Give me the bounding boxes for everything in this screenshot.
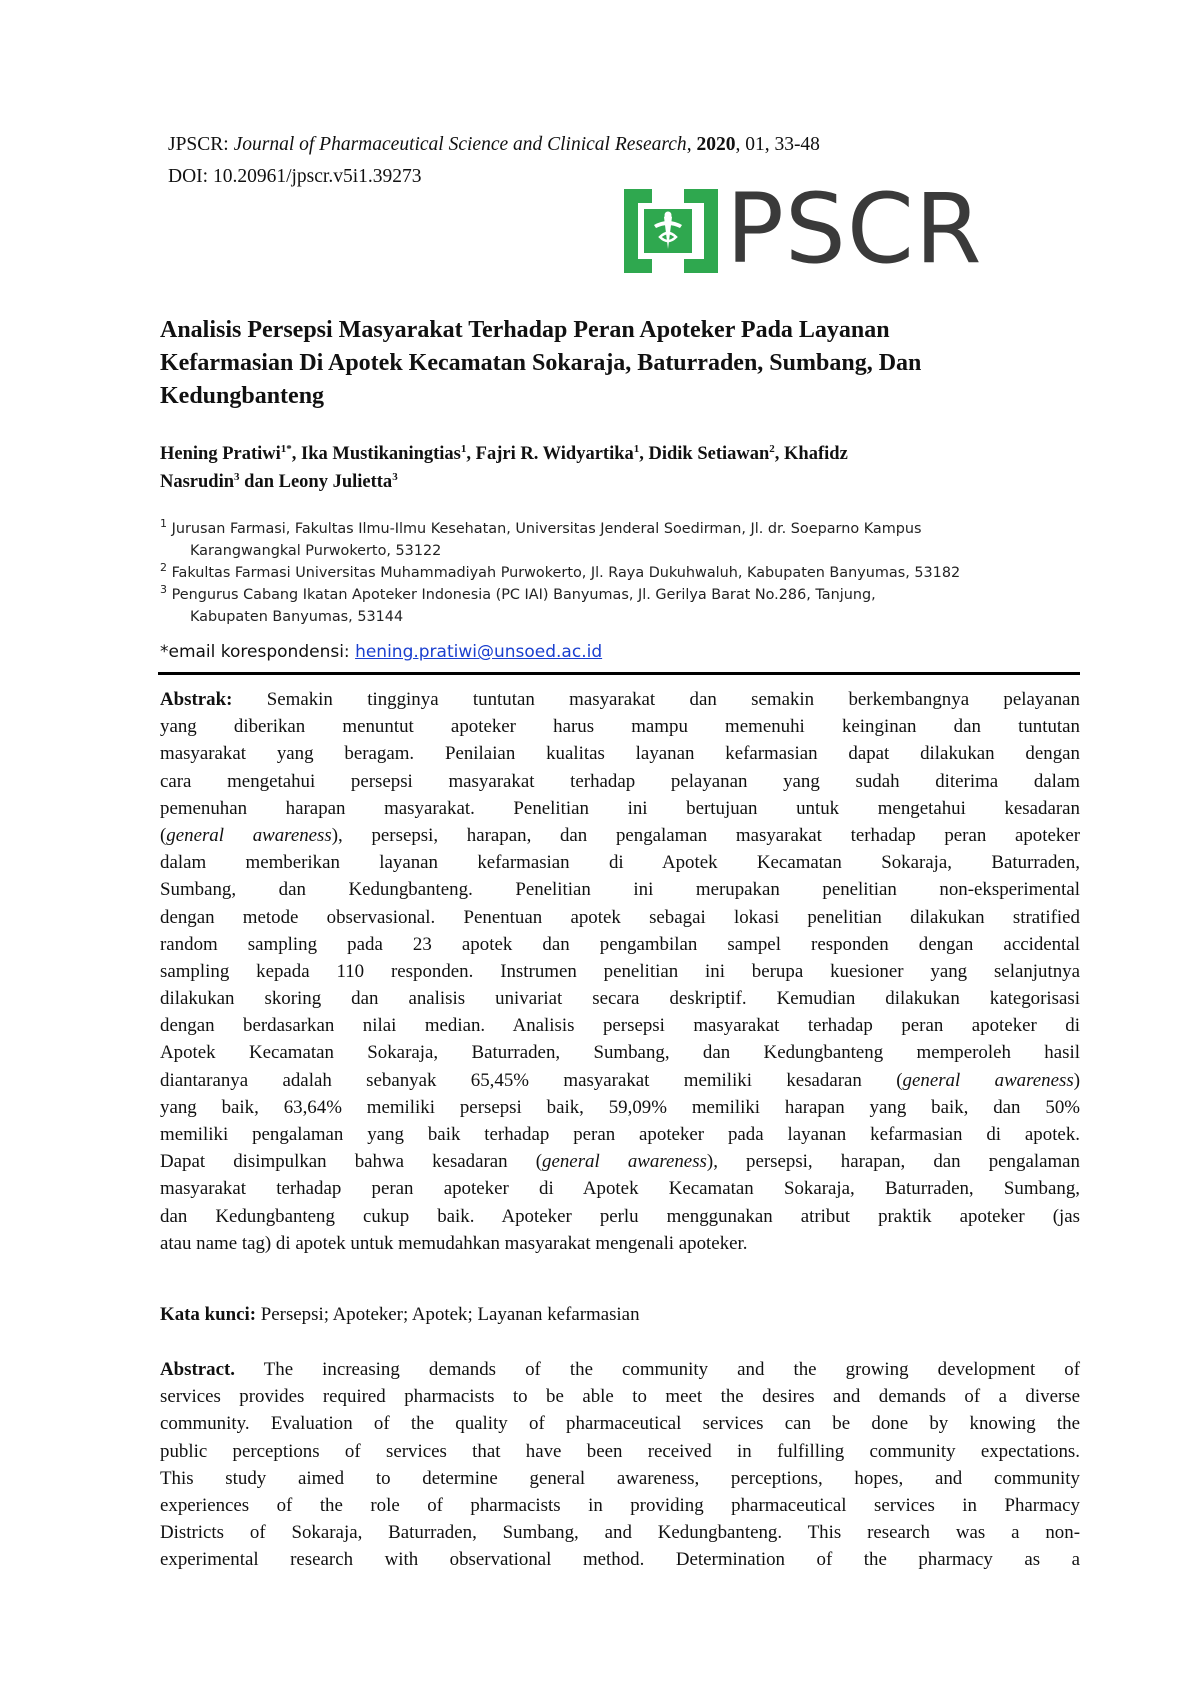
journal-prefix: JPSCR:: [168, 134, 234, 155]
author-list: Hening Pratiwi$^{1*}$, Ika Mustikaningtias$^1$, Fajri R. Widyartika$^1$, Didik Setiawan$^2$, Khafidz Nasrudin$^3$ dan Leony Julietta$^3$: [160, 442, 848, 492]
affiliations: $^1$ Jurusan Farmasi, Fakultas Ilmu-Ilmu Kesehatan, Universitas Jenderal Soedirman, Jl. dr. Soeparno Kampus Karangwangkal Purwokerto, 53122 $^2$ Fakultas Farmasi Universitas Muhammadiyah Purwokerto, Jl. Raya Dukuhwaluh, Kabupaten Banyumas, 53182 $^3$ Pengurus Cabang Ikatan Apoteker Indonesia (PC IAI) Banyumas, Jl. Gerilya Barat No.286, Tanjung, Kabupaten Banyumas, 53144: [160, 518, 1100, 628]
keywords-label: Kata kunci:: [160, 1304, 257, 1325]
journal-citation: JPSCR: Journal of Pharmaceutical Science and Clinical Research, 2020, 01, 33-48: [168, 134, 820, 155]
logo-wordmark: PSCR: [726, 173, 983, 285]
jpscr-logo: [622, 173, 983, 285]
abstrak-section: Abstrak: Semakin tingginya tuntutan masyarakat dan semakin berkembangnya pelayanan yang diberikan menuntut apoteker harus mampu memenuhi keinginan dan tuntutan masyarakat yang beragam. Penilaian kualitas layanan kefarmasian dapat dilakukan dengan cara mengetahui persepsi masyarakat terhadap pelayanan yang sudah diterima dalam pemenuhan harapan masyarakat. Penelitian ini bertujuan untuk mengetahui kesadaran (general awareness), persepsi, harapan, dan pengalaman masyarakat terhadap peran apoteker dalam memberikan layanan kefarmasian di Apotek Kecamatan Sokaraja, Baturraden, Sumbang, dan Kedungbanteng. Penelitian ini merupakan penelitian non-eksperimental dengan metode observasional. Penentuan apotek sebagai lokasi penelitian dilakukan stratified random sampling pada 23 apotek dan pengambilan sampel responden dengan accidental sampling kepada 110 responden. Instrumen penelitian ini berupa kuesioner yang selanjutnya dilakukan skoring dan analisis univariat secara deskriptif. Kemudian dilakukan kategorisasi dengan berdasarkan nilai median. Analisis persepsi masyarakat terhadap peran apoteker di Apotek Kecamatan Sokaraja, Baturraden, Sumbang, dan Kedungbanteng memperoleh hasil diantaranya adalah sebanyak 65,45% masyarakat memiliki kesadaran (general awareness) yang baik, 63,64% memiliki persepsi baik, 59,09% memiliki harapan yang baik, dan 50% memiliki pengalaman yang baik terhadap peran apoteker pada layanan kefarmasian di apotek. Dapat disimpulkan bahwa kesadaran (general awareness), persepsi, harapan, dan pengalaman masyarakat terhadap peran apoteker di Apotek Kecamatan Sokaraja, Baturraden, Sumbang, dan Kedungbanteng cukup baik. Apoteker perlu menggunakan atribut praktik apoteker (jas atau name tag) di apotek untuk memudahkan masyarakat mengenali apoteker.: [160, 689, 1080, 1254]
divider: [158, 672, 1080, 675]
affiliation-3: $^3$ Pengurus Cabang Ikatan Apoteker Indonesia (PC IAI) Banyumas, Jl. Gerilya Barat No.286, Tanjung,: [160, 583, 876, 603]
journal-volume-pages: , 01, 33-48: [735, 134, 820, 155]
abstract-section: Abstract. The increasing demands of the community and the growing development of services provides required pharmacists to be able to meet the desires and demands of a diverse community. Evaluation of the quality of pharmaceutical services can be done by knowing the public perceptions of services that have been received in fulfilling community expectations. This study aimed to determine general awareness, perceptions, hopes, and community experiences of the role of pharmacists in providing pharmaceutical services in Pharmacy Districts of Sokaraja, Baturraden, Sumbang, and Kedungbanteng. This research was a non- experimental research with observational method. Determination of the pharmacy as a: [160, 1359, 1080, 1571]
paper-title: Analisis Persepsi Masyarakat Terhadap Peran Apoteker Pada Layanan Kefarmasian Di Apotek Kecamatan Sokaraja, Baturraden, Sumbang, Dan Kedungbanteng: [160, 317, 922, 409]
journal-year: 2020: [696, 134, 736, 155]
keywords: Kata kunci: Persepsi; Apoteker; Apotek; Layanan kefarmasian: [160, 1304, 640, 1325]
abstrak-label: Abstrak:: [160, 689, 233, 710]
email-link[interactable]: hening.pratiwi@unsoed.ac.id: [355, 642, 603, 662]
affiliation-1: $^1$ Jurusan Farmasi, Fakultas Ilmu-Ilmu Kesehatan, Universitas Jenderal Soedirman, Jl. dr. Soeparno Kampus: [160, 517, 922, 537]
pharmacy-bracket-icon: [622, 187, 720, 275]
journal-name: Journal of Pharmaceutical Science and Clinical Research: [233, 134, 687, 155]
corresponding-email: *email korespondensi: hening.pratiwi@unsoed.ac.id: [160, 642, 603, 662]
abstract-label: Abstract.: [160, 1359, 236, 1380]
doi-line: DOI: 10.20961/jpscr.v5i1.39273: [168, 166, 422, 187]
affiliation-2: $^2$ Fakultas Farmasi Universitas Muhammadiyah Purwokerto, Jl. Raya Dukuhwaluh, Kabupaten Banyumas, 53182: [160, 561, 961, 581]
